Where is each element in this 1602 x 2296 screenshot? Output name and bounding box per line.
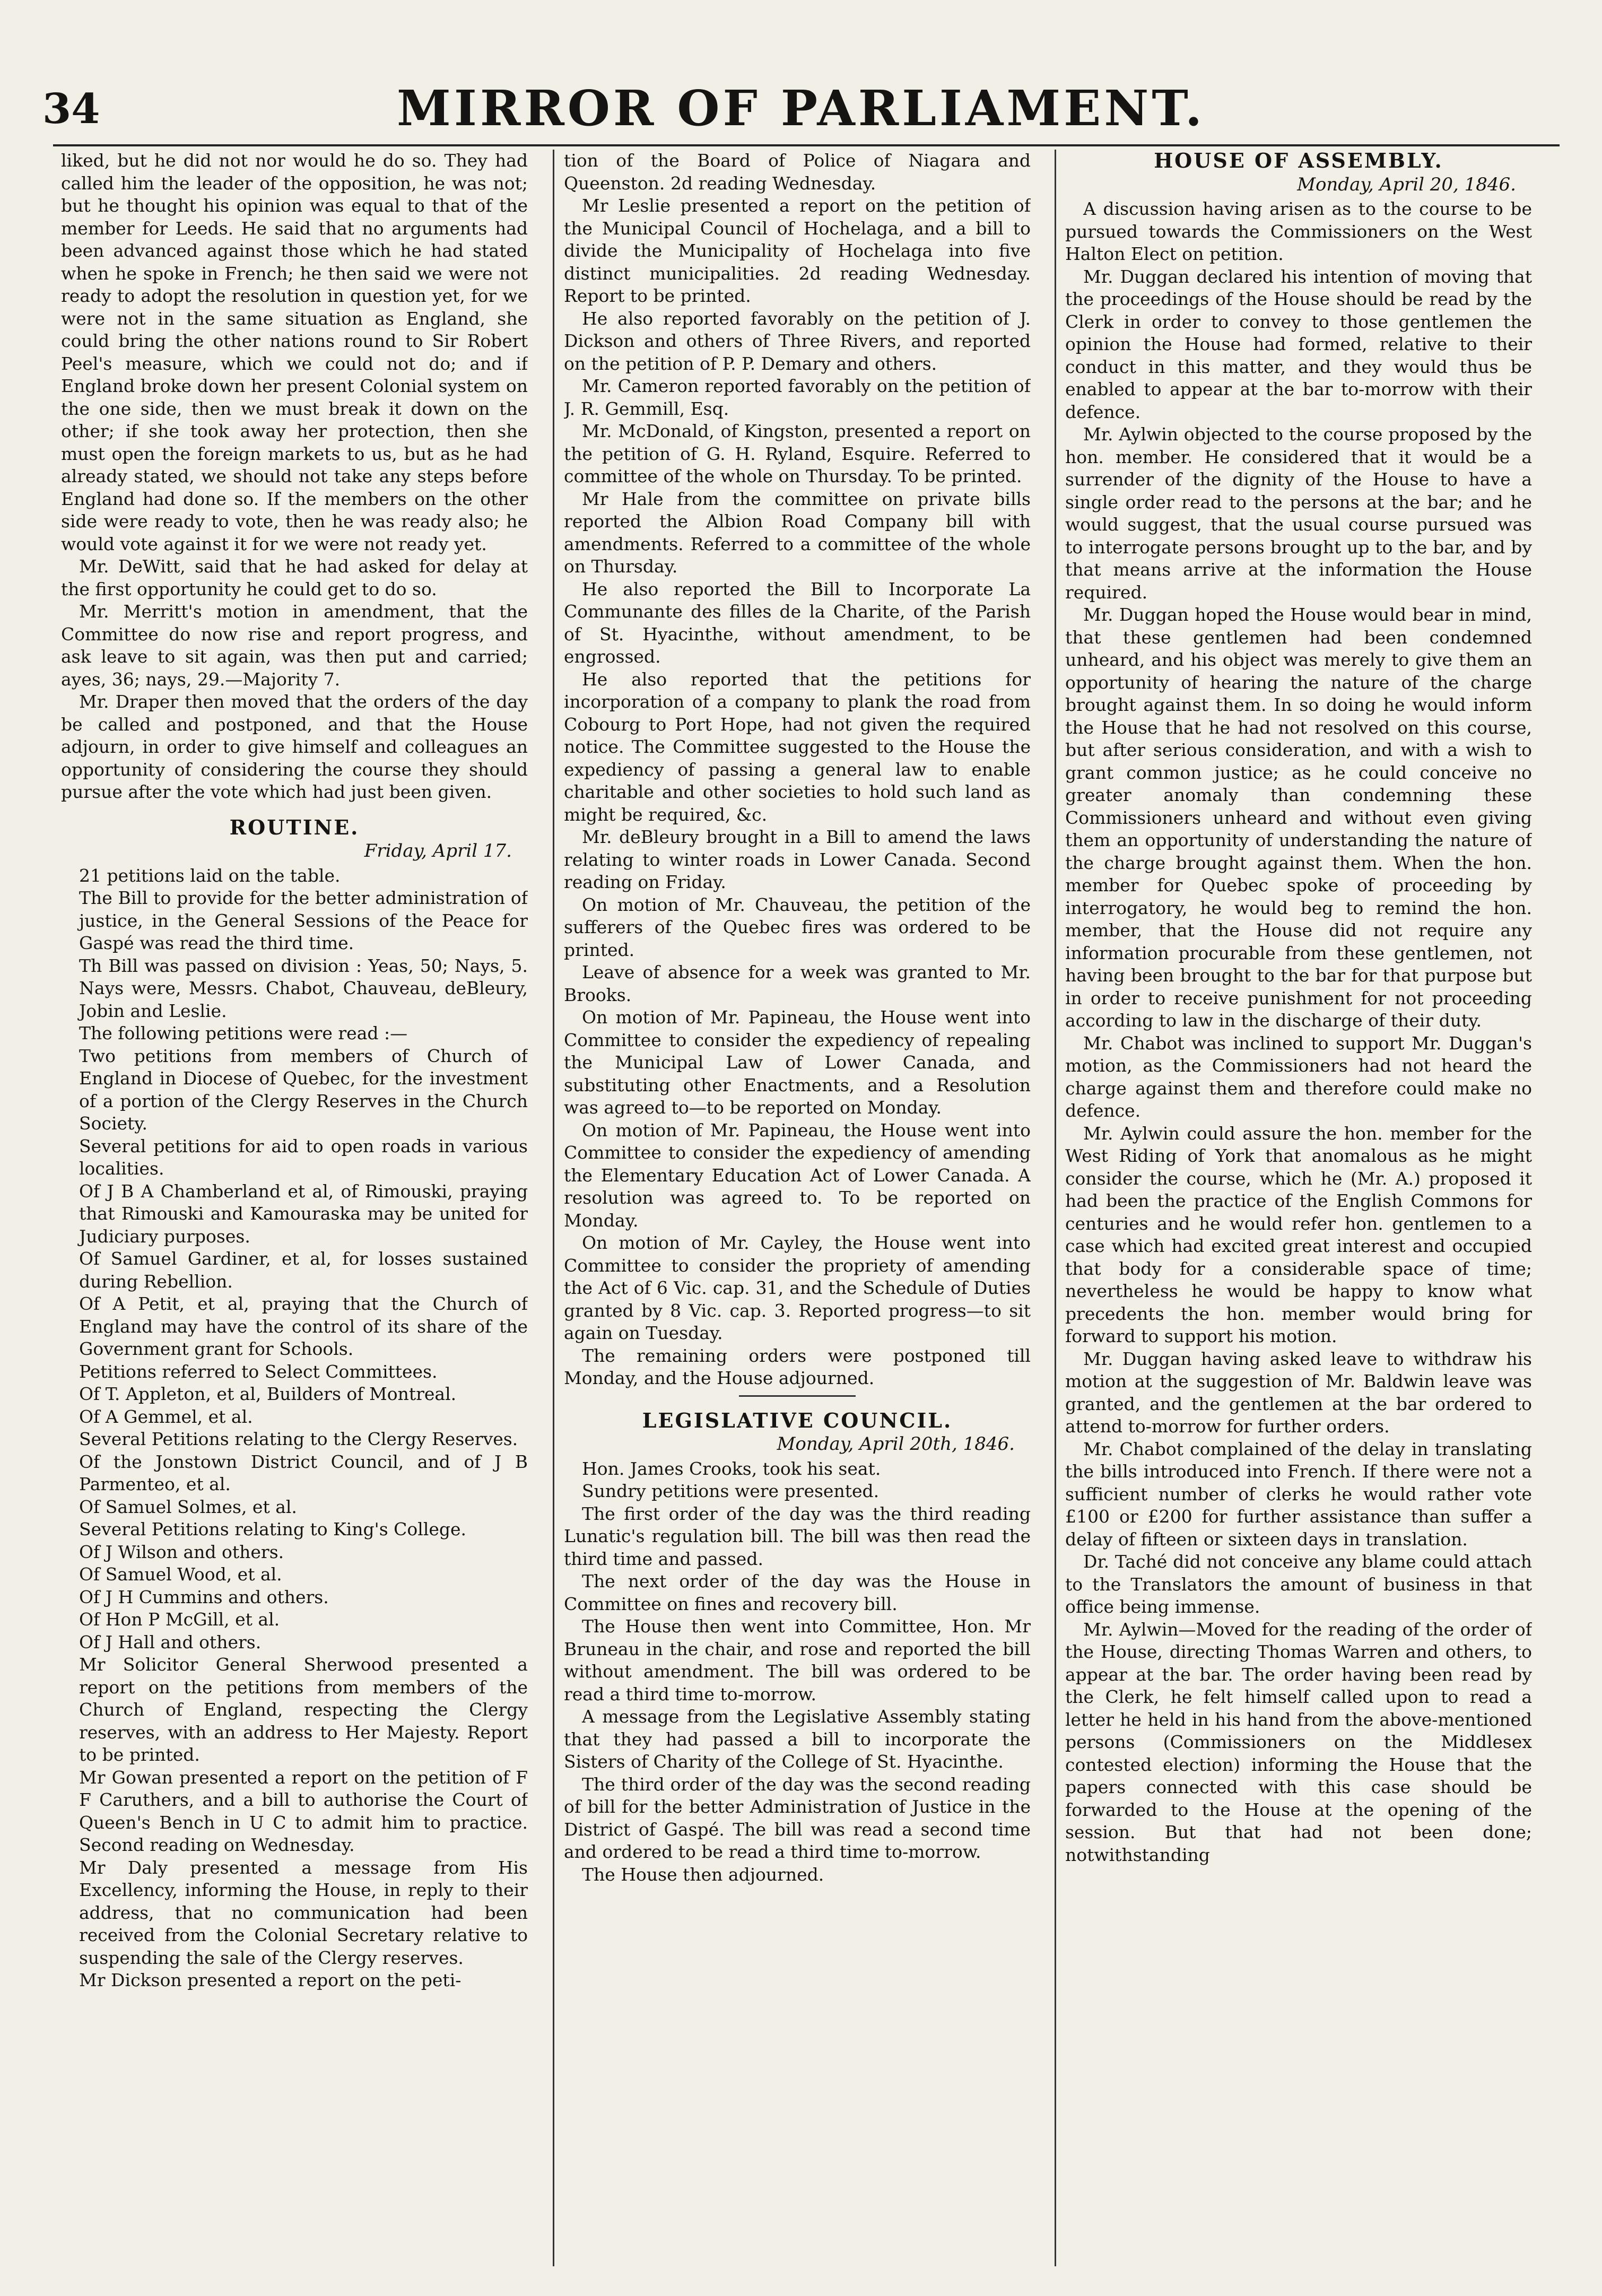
section-heading-legislative-council: LEGISLATIVE COUNCIL. — [642, 1408, 953, 1432]
article-paragraph: A message from the Legislative Assembly stating that they had passed a bill to incorporate the Sisters of Charity of the College of St. Hyacinthe. — [564, 1706, 1031, 1772]
article-paragraph: The House then adjourned. — [582, 1864, 824, 1885]
masthead-title: MIRROR OF PARLIAMENT. — [396, 80, 1205, 137]
routine-item: Of J B A Chamberland et al, of Rimouski, praying that Rimouski and Kamouraska may be united for Judiciary purposes. — [79, 1180, 528, 1247]
routine-item: Of J H Cummins and others. — [79, 1586, 329, 1607]
routine-item: Of the Jonstown District Council, and of J B Parmenteo, et al. — [79, 1451, 528, 1494]
article-paragraph: Mr. Duggan hoped the House would bear in mind, that these gentlemen had been condemned unheard, and his object was merely to give them an opportunity of hearing the nature of the charge brought against them. In so doing he would inform the House that he had not resolved on this course, but after serious consideration, and with a wish to grant common justice; as he could conceive no greater anomaly than condemning these Commissioners unheard and without even giving them an opportunity of understanding the nature of the charge brought against them. When the hon. member for Quebec spoke of proceeding by interrogatory, he would beg to remind the hon. member, that the House did not require any information procurable from these gentlemen, not having been brought to the bar for that purpose but in order to receive punishment for not proceeding according to law in the discharge of their duty. — [1065, 604, 1532, 1031]
routine-item: Mr Dickson presented a report on the peti- — [79, 1970, 462, 1990]
routine-item: Of Samuel Gardiner, et al, for losses sustained during Rebellion. — [79, 1248, 528, 1292]
article-paragraph: Mr. Aylwin could assure the hon. member for the West Riding of York that anomalous as he might consider the course, which he (Mr. A.) proposed it had been the practice of the English Commons for centuries and he would refer hon. gentlemen to a case which had excited great interest and occupied that body for a considerable space of time; nevertheless he would be happy to know what precedents the hon. member would bring for forward to support his motion. — [1065, 1123, 1532, 1346]
article-paragraph: Mr. McDonald, of Kingston, presented a report on the petition of G. H. Ryland, Esquire. Referred to committee of the whole on Thursday. To be printed. — [564, 421, 1031, 486]
page-header — [42, 80, 1560, 143]
routine-item: The Bill to provide for the better administration of justice, in the General Sessions of the Peace for Gaspé was read the third time. — [79, 888, 528, 953]
column-divider-2 — [1055, 150, 1056, 2266]
article-paragraph: liked, but he did not nor would he do so. They had called him the leader of the opposition, he was not; but he thought his opinion was equal to that of the member for Leeds. He said that no arguments had been advanced against those which he had stated when he spoke in French; he then said we were not ready to adopt the resolution in question yet, for we were not in the same situation as England, she could bring the other nations round to Sir Robert Peel's measure, which we could not do; and if England broke down her present Colonial system on the one side, then we must break it down on the other; if she took away her protection, then she must open the foreign markets to us, but as he had already stated, we should not take any steps before England had done so. If the members on the other side were ready to vote, then he was ready also; he would vote against it for we were not ready yet. — [61, 150, 528, 554]
article-paragraph: Mr. Aylwin—Moved for the reading of the order of the House, directing Thomas Warren and others, to appear at the bar. The order having been read by the Clerk, he felt himself called upon to read a letter he held in his hand from the above-mentioned persons (Commissioners on the Middlesex contested election) informing the House that the papers connected with this case should be forwarded to the House at the opening of the session. But that had not been done; notwithstanding — [1065, 1619, 1532, 1865]
article-paragraph: He also reported that the petitions for incorporation of a company to plank the road from Cobourg to Port Hope, had not given the required notice. The Committee suggested to the House the expediency of passing a general law to enable charitable and other societies to hold such land as might be required, &c. — [564, 668, 1031, 825]
routine-item: Mr Gowan presented a report on the petition of F F Caruthers, and a bill to authorise the Court of Queen's Bench in U C to admit him to practice. Second reading on Wednesday. — [79, 1767, 528, 1855]
article-paragraph: Mr. Chabot was inclined to support Mr. Duggan's motion, as the Commissioners had not heard the charge against them and therefore could make no defence. — [1065, 1032, 1532, 1121]
column-divider-1 — [553, 150, 554, 2266]
routine-item: Of T. Appleton, et al, Builders of Montreal. — [79, 1384, 457, 1404]
article-paragraph: The next order of the day was the House in Committee on fines and recovery bill. — [564, 1571, 1031, 1614]
article-paragraph: Mr. Merritt's motion in amendment, that the Committee do now rise and report progress, and ask leave to sit again, was then put and carried; ayes, 36; nays, 29.—Majority 7. — [61, 601, 528, 690]
header-rule — [53, 144, 1560, 146]
page-number: 34 — [42, 85, 100, 133]
article-paragraph: A discussion having arisen as to the course to be pursued towards the Commissioners on the West Halton Elect on petition. — [1065, 198, 1532, 264]
section-date-routine: Friday, April 17. — [364, 840, 512, 862]
column-1 — [61, 150, 528, 2266]
routine-item: Several Petitions relating to the Clergy Reserves. — [79, 1429, 518, 1449]
article-paragraph: He also reported the Bill to Incorporate La Communante des filles de la Charite, of the Parish of St. Hyacinthe, without amendment, to be engrossed. — [564, 578, 1031, 667]
article-paragraph: On motion of Mr. Papineau, the House went into Committee to consider the expediency of repealing the Municipal Law of Lower Canada, and substituting other Enactments, and a Resolution was agreed to—to be reported on Monday. — [564, 1007, 1031, 1118]
article-paragraph: Mr. Aylwin objected to the course proposed by the hon. member. He considered that it would be a surrender of the dignity of the House to have a single order read to the persons at the bar; and he would suggest, that the usual course pursued was to interrogate persons brought up to the bar, and by that means arrive at the information the House required. — [1065, 424, 1532, 603]
section-rule — [739, 1395, 856, 1397]
routine-item: 21 petitions laid on the table. — [79, 865, 341, 886]
routine-item: Two petitions from members of Church of England in Diocese of Quebec, for the investment of a portion of the Clergy Reserves in the Church Society. — [79, 1045, 528, 1134]
article-paragraph: Mr Hale from the committee on private bills reported the Albion Road Company bill with amendments. Referred to a committee of the whole on Thursday. — [564, 488, 1031, 577]
routine-item: Of Samuel Wood, et al. — [79, 1564, 282, 1585]
article-paragraph: Dr. Taché did not conceive any blame could attach to the Translators the amount of business in that office being immense. — [1065, 1551, 1532, 1617]
routine-item: Mr Daly presented a message from His Excellency, informing the House, in reply to their address, that no communication had been received from the Colonial Secretary relative to suspending the sale of the Clergy reserves. — [79, 1857, 528, 1968]
section-date-council: Monday, April 20th, 1846. — [777, 1433, 1015, 1455]
article-paragraph: The third order of the day was the second reading of bill for the better Administration of Justice in the District of Gaspé. The bill was read a second time and ordered to be read a third time to-morrow. — [564, 1773, 1031, 1862]
article-paragraph: On motion of Mr. Papineau, the House went into Committee to consider the expediency of amending the Elementary Education Act of Lower Canada. A resolution was agreed to. To be reported on Monday. — [564, 1119, 1031, 1231]
article-paragraph: Mr. deBleury brought in a Bill to amend the laws relating to winter roads in Lower Canada. Second reading on Friday. — [564, 827, 1031, 892]
routine-item: Of A Gemmel, et al. — [79, 1406, 253, 1427]
routine-item: Several petitions for aid to open roads in various localities. — [79, 1135, 528, 1179]
routine-item: Of Samuel Solmes, et al. — [79, 1496, 297, 1517]
article-paragraph: Mr. Duggan declared his intention of moving that the proceedings of the House should be read by the Clerk in order to convey to those gentlemen the opinion the House had formed, relative to their conduct in this matter, and they would thus be enabled to appear at the bar to-morrow with their defence. — [1065, 266, 1532, 422]
column-3 — [1065, 150, 1532, 2266]
article-paragraph: He also reported favorably on the petition of J. Dickson and others of Three Rivers, and reported on the petition of P. P. Demary and others. — [564, 308, 1031, 374]
routine-item: Several Petitions relating to King's College. — [79, 1519, 467, 1540]
section-heading-routine: ROUTINE. — [229, 815, 360, 839]
article-paragraph: The House then went into Committee, Hon. Mr Bruneau in the chair, and rose and reported the bill without amendment. The bill was ordered to be read a third time to-morrow. — [564, 1616, 1031, 1704]
article-paragraph: Mr. Duggan having asked leave to withdraw his motion at the suggestion of Mr. Baldwin leave was granted, and the gentlemen at the bar ordered to attend to-morrow for further orders. — [1065, 1348, 1532, 1437]
article-paragraph: The first order of the day was the third reading Lunatic's regulation bill. The bill was then read the third time and passed. — [564, 1503, 1031, 1569]
routine-item: Petitions referred to Select Committees. — [79, 1361, 438, 1382]
article-paragraph: Mr. Chabot complained of the delay in translating the bills introduced into French. If there were not a sufficient number of clerks he would rather vote £100 or £200 for further assistance than suffer a delay of fifteen or sixteen days in translation. — [1065, 1438, 1532, 1550]
section-heading-house-of-assembly: HOUSE OF ASSEMBLY. — [1154, 150, 1443, 172]
article-paragraph: Hon. James Crooks, took his seat. — [582, 1458, 881, 1479]
article-paragraph: Mr. Cameron reported favorably on the petition of J. R. Gemmill, Esq. — [564, 376, 1031, 419]
article-paragraph: On motion of Mr. Chauveau, the petition of the sufferers of the Quebec fires was ordered to be printed. — [564, 894, 1031, 960]
routine-item: Of Hon P McGill, et al. — [79, 1609, 280, 1630]
routine-item: The following petitions were read :— — [79, 1023, 408, 1043]
article-paragraph: Mr. DeWitt, said that he had asked for delay at the first opportunity he could get to do so. — [61, 556, 528, 599]
article-paragraph: Mr Leslie presented a report on the petition of the Municipal Council of Hochelaga, and a bill to divide the Municipality of Hochelaga into five distinct municipalities. 2d reading Wednesday. Report to be printed. — [564, 195, 1031, 306]
article-paragraph: tion of the Board of Police of Niagara and Queenston. 2d reading Wednesday. — [564, 150, 1031, 194]
article-paragraph: Mr. Draper then moved that the orders of the day be called and postponed, and that the House adjourn, in order to give himself and colleagues an opportunity of considering the course they should pursue after the vote which had just been given. — [61, 691, 528, 802]
routine-item: Th Bill was passed on division : Yeas, 50; Nays, 5. Nays were, Messrs. Chabot, Chauveau, deBleury, Jobin and Leslie. — [79, 955, 528, 1021]
article-paragraph: The remaining orders were postponed till Monday, and the House adjourned. — [564, 1345, 1031, 1388]
routine-list — [61, 865, 528, 1992]
routine-item: Of J Wilson and others. — [79, 1541, 284, 1562]
routine-item: Mr Solicitor General Sherwood presented a report on the petitions from members of the Church of England, respecting the Clergy reserves, with an address to Her Majesty. Report to be printed. — [79, 1654, 528, 1765]
column-2 — [564, 150, 1031, 2266]
routine-item: Of J Hall and others. — [79, 1631, 262, 1653]
article-paragraph: On motion of Mr. Cayley, the House went into Committee to consider the propriety of amending the Act of 6 Vic. cap. 31, and the Schedule of Duties granted by 8 Vic. cap. 3. Reported progress—to sit again on Tuesday. — [564, 1232, 1031, 1343]
article-paragraph: Sundry petitions were presented. — [582, 1481, 880, 1501]
section-date-assembly: Monday, April 20, 1846. — [1297, 173, 1516, 195]
routine-item: Of A Petit, et al, praying that the Church of England may have the control of its share of the Government grant for Schools. — [79, 1293, 528, 1359]
article-paragraph: Leave of absence for a week was granted to Mr. Brooks. — [564, 962, 1031, 1005]
